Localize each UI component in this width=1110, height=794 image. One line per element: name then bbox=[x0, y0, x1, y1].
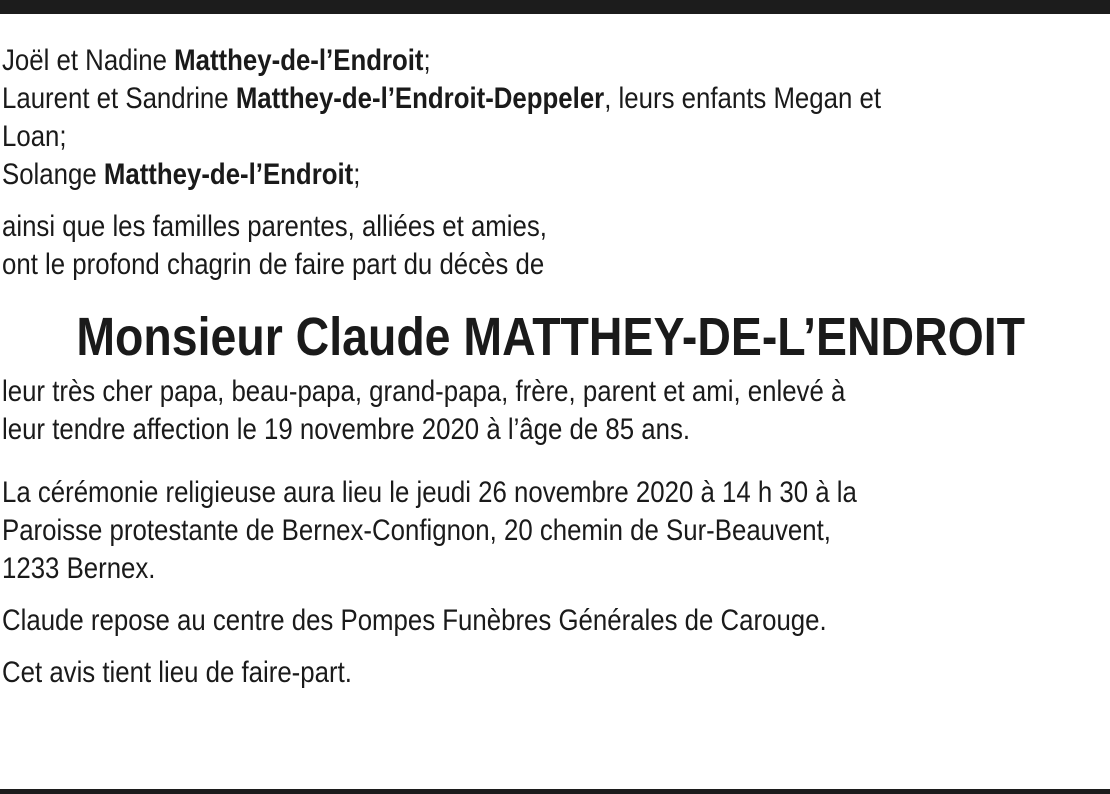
family-line-1-post: ; bbox=[423, 44, 431, 77]
intro-line-1: ainsi que les familles parentes, alliées et amies, bbox=[2, 210, 547, 243]
ceremony-line-1: La cérémonie religieuse aura lieu le jeudi 26 novembre 2020 à 14 h 30 à la bbox=[2, 476, 857, 509]
ceremony-line-2: Paroisse protestante de Bernex-Confignon, 20 chemin de Sur-Beauvent, bbox=[2, 514, 831, 547]
family-line-4-pre: Solange bbox=[2, 158, 104, 191]
tribute-line-2: leur tendre affection le 19 novembre 2020 à l’âge de 85 ans. bbox=[2, 413, 691, 446]
obituary-notice bbox=[2, 42, 1099, 692]
bottom-rule bbox=[0, 789, 1110, 794]
family-line-1-name: Matthey-de-l’Endroit bbox=[174, 44, 424, 77]
family-line-3-pre: Loan; bbox=[2, 120, 67, 153]
family-line-4-name: Matthey-de-l’Endroit bbox=[103, 158, 354, 191]
family-line-3 bbox=[2, 118, 1099, 156]
top-rule bbox=[0, 0, 1110, 14]
family-line-4 bbox=[2, 156, 1099, 194]
family-line-2-post: , leurs enfants Megan et bbox=[604, 82, 882, 115]
family-line-2-pre: Laurent et Sandrine bbox=[2, 82, 236, 115]
intro-line-2: ont le profond chagrin de faire part du décès de bbox=[2, 248, 545, 281]
rest-line: Claude repose au centre des Pompes Funèbres Générales de Carouge. bbox=[2, 604, 827, 637]
ceremony-line-3: 1233 Bernex. bbox=[2, 552, 156, 585]
family-line-4-post: ; bbox=[353, 158, 361, 191]
family-line-2-name: Matthey-de-l’Endroit-Deppeler bbox=[235, 82, 605, 115]
closing-line: Cet avis tient lieu de faire-part. bbox=[2, 656, 352, 689]
family-line-1-pre: Joël et Nadine bbox=[2, 44, 175, 77]
tribute-line-1: leur très cher papa, beau-papa, grand-papa, frère, parent et ami, enlevé à bbox=[2, 375, 846, 408]
family-line-1 bbox=[2, 42, 1099, 80]
deceased-name: Monsieur Claude MATTHEY-DE-L’ENDROIT bbox=[76, 307, 1025, 367]
family-line-2 bbox=[2, 80, 1099, 118]
